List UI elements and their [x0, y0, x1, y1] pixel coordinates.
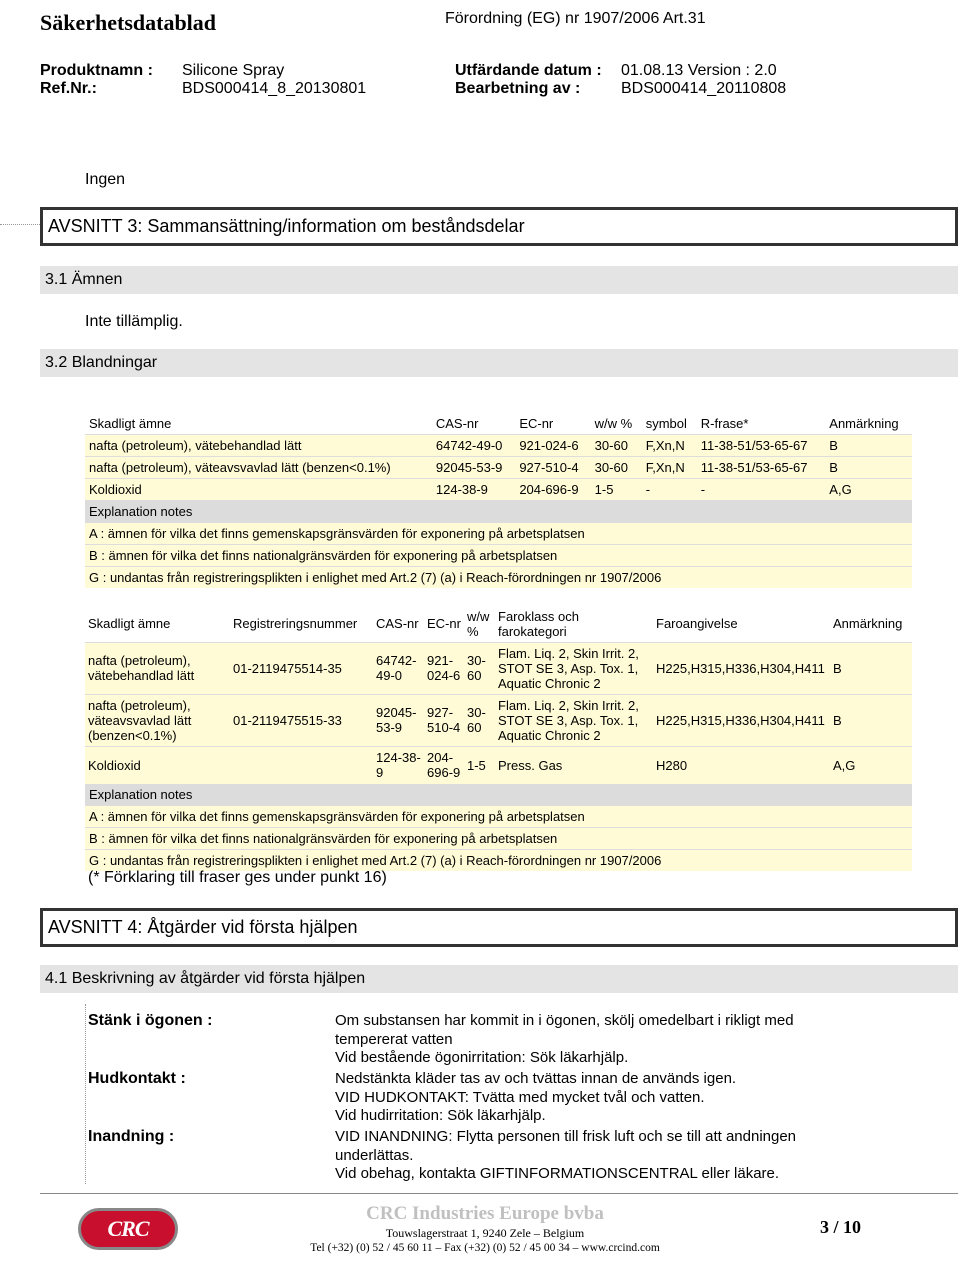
subsection-4-1-heading: 4.1 Beskrivning av åtgärder vid första hjälpen [40, 965, 958, 993]
product-value: Silicone Spray [182, 62, 285, 79]
column-header: symbol [642, 413, 697, 435]
table-row [85, 694, 912, 746]
company-name: CRC Industries Europe bvba [366, 1203, 604, 1224]
column-header: w/w % [467, 608, 490, 639]
table-cell: 01-2119475514-35 [230, 642, 373, 694]
table-cell: nafta (petroleum), väteavsvavlad lätt (benzen<0.1%) [85, 457, 432, 479]
eye-contact-text [335, 1012, 855, 1068]
table-header-row [85, 413, 912, 435]
table-cell: Flam. Liq. 2, Skin Irrit. 2, STOT SE 3, Asp. Tox. 1, Aquatic Chronic 2 [495, 642, 653, 694]
ref-value: BDS000414_8_20130801 [182, 80, 367, 97]
inhalation-text [335, 1128, 855, 1184]
company-address: Touwslagerstraat 1, 9240 Zele – Belgium [385, 1226, 585, 1240]
table-cell: Koldioxid [85, 746, 230, 784]
regulation-reference: Förordning (EG) nr 1907/2006 Art.31 [445, 10, 706, 27]
table-cell: 921-024-6 [424, 642, 464, 694]
column-header: w/w % [591, 413, 642, 435]
table-cell: 927-510-4 [424, 694, 464, 746]
table-cell: H280 [653, 746, 830, 784]
previous-section-text: Ingen [85, 171, 126, 188]
text-line: Vid obehag, kontakta GIFTINFORMATIONSCENTRAL eller läkare. [335, 1165, 780, 1182]
phrases-footnote: (* Förklaring till fraser ges under punkt 16) [88, 869, 387, 886]
table-cell: 921-024-6 [515, 435, 590, 457]
table-cell: Koldioxid [85, 479, 432, 501]
column-header: Skadligt ämne [85, 413, 432, 435]
table-cell: H225,H315,H336,H304,H411 [653, 642, 830, 694]
document-title: Säkerhetsdatablad [40, 10, 217, 35]
column-header: Anmärkning [825, 413, 912, 435]
skin-contact-text [335, 1070, 855, 1126]
table-cell: 64742-49-0 [432, 435, 515, 457]
table-cell: 30-60 [464, 642, 495, 694]
note-row [85, 545, 912, 567]
table-cell: 30-60 [591, 435, 642, 457]
table-cell: F,Xn,N [642, 435, 697, 457]
table-cell: 01-2119475515-33 [230, 694, 373, 746]
mixtures-table-r-phrases [85, 413, 912, 588]
skin-contact-label: Hudkontakt : [88, 1070, 186, 1087]
explanation-row [85, 784, 912, 806]
note-row [85, 828, 912, 850]
footer-divider [40, 1193, 958, 1194]
table-cell: - [697, 479, 826, 501]
table-row [85, 479, 912, 501]
company-contact: Tel (+32) (0) 52 / 45 60 11 – Fax (+32) (0) 52 / 45 00 34 – www.crcind.com [310, 1242, 660, 1254]
section-3-heading: AVSNITT 3: Sammansättning/information om beståndsdelar [40, 207, 958, 246]
note-row [85, 567, 912, 589]
edit-label: Bearbetning av : [455, 80, 581, 97]
table-row [85, 746, 912, 784]
table-cell: 11-38-51/53-65-67 [697, 457, 826, 479]
text-line: Nedstänkta kläder tas av och tvättas innan de används igen. [335, 1070, 737, 1087]
explanation-heading: Explanation notes [85, 501, 912, 523]
note-b: B : ämnen för vilka det finns nationalgränsvärden för exponering på arbetsplatsen [85, 545, 912, 567]
text-line: Vid bestående ögonirritation: Sök läkarhjälp. [335, 1049, 629, 1066]
column-header: Registreringsnummer [233, 616, 358, 632]
issued-value: 01.08.13 Version : 2.0 [621, 62, 777, 79]
note-g: G : undantas från registreringsplikten i enlighet med Art.2 (7) (a) i Reach-förordningen nr 1907/2006 [85, 850, 912, 872]
column-header: EC-nr [515, 413, 590, 435]
table-cell: B [825, 457, 912, 479]
subsection-3-1-heading: 3.1 Ämnen [40, 266, 958, 294]
explanation-heading: Explanation notes [85, 784, 912, 806]
table-cell: 30-60 [591, 457, 642, 479]
table-cell: 927-510-4 [515, 457, 590, 479]
note-a: A : ämnen för vilka det finns gemenskapsgränsvärden för exponering på arbetsplatsen [85, 523, 912, 545]
table-cell: Flam. Liq. 2, Skin Irrit. 2, STOT SE 3, Asp. Tox. 1, Aquatic Chronic 2 [495, 694, 653, 746]
table-cell: 204-696-9 [515, 479, 590, 501]
subsection-3-2-heading: 3.2 Blandningar [40, 349, 958, 377]
table-row [85, 642, 912, 694]
product-label: Produktnamn : [40, 62, 153, 79]
table-cell: nafta (petroleum), vätebehandlad lätt [85, 435, 432, 457]
table-cell: 92045-53-9 [432, 457, 515, 479]
note-b: B : ämnen för vilka det finns nationalgränsvärden för exponering på arbetsplatsen [85, 828, 912, 850]
inhalation-label: Inandning : [88, 1128, 175, 1145]
table-cell: F,Xn,N [642, 457, 697, 479]
eye-contact-label: Stänk i ögonen : [88, 1012, 213, 1029]
table-cell: 30-60 [464, 694, 495, 746]
table-cell: H225,H315,H336,H304,H411 [653, 694, 830, 746]
note-g: G : undantas från registreringsplikten i enlighet med Art.2 (7) (a) i Reach-förordningen nr 1907/2006 [85, 567, 912, 589]
text-line: VID INANDNING: Flytta personen till frisk luft och se till att andningen underlättas. [335, 1128, 797, 1164]
ref-label: Ref.Nr.: [40, 80, 97, 97]
crc-logo [78, 1208, 178, 1250]
note-a: A : ämnen för vilka det finns gemenskapsgränsvärden för exponering på arbetsplatsen [85, 806, 912, 828]
table-cell: A,G [830, 746, 912, 784]
margin-marker [0, 224, 40, 225]
column-header: Anmärkning [833, 616, 903, 632]
edit-value: BDS000414_20110808 [621, 80, 787, 97]
table-row [85, 435, 912, 457]
table-cell: 64742-49-0 [373, 642, 424, 694]
column-header: CAS-nr [432, 413, 515, 435]
page-number: 3 / 10 [820, 1217, 862, 1237]
substances-text: Inte tillämplig. [85, 313, 183, 330]
mixtures-table-h-statements [85, 606, 912, 871]
table-cell: B [825, 435, 912, 457]
table-cell: B [830, 694, 912, 746]
note-row [85, 850, 912, 872]
note-row [85, 523, 912, 545]
table-cell [230, 746, 373, 784]
section-4-heading: AVSNITT 4: Åtgärder vid första hjälpen [40, 908, 958, 947]
column-header: EC-nr [427, 616, 461, 632]
table-cell: 92045-53-9 [373, 694, 424, 746]
table-cell: 1-5 [591, 479, 642, 501]
text-line: Vid hudirritation: Sök läkarhjälp. [335, 1107, 546, 1124]
issued-label: Utfärdande datum : [455, 62, 602, 79]
column-header: R-frase* [697, 413, 826, 435]
table-cell: 124-38-9 [432, 479, 515, 501]
column-header: CAS-nr [376, 616, 419, 632]
column-header: Faroangivelse [656, 616, 738, 632]
note-row [85, 806, 912, 828]
table-header-row [85, 606, 912, 642]
table-cell: A,G [825, 479, 912, 501]
table-cell: 11-38-51/53-65-67 [697, 435, 826, 457]
text-line: Om substansen har kommit in i ögonen, skölj omedelbart i rikligt med tempererat vatten [335, 1012, 794, 1048]
table-cell: B [830, 642, 912, 694]
text-line: VID HUDKONTAKT: Tvätta med mycket tvål och vatten. [335, 1088, 705, 1106]
first-aid-margin [85, 1004, 88, 1184]
table-cell: 1-5 [464, 746, 495, 784]
logo-text: CRC [107, 1216, 149, 1241]
column-header: Faroklass och farokategori [498, 608, 579, 639]
table-cell: - [642, 479, 697, 501]
table-cell: 204-696-9 [424, 746, 464, 784]
table-cell: nafta (petroleum), väteavsvavlad lätt (benzen<0.1%) [85, 694, 230, 746]
table-row [85, 457, 912, 479]
table-cell: nafta (petroleum), vätebehandlad lätt [85, 642, 230, 694]
table-cell: 124-38-9 [373, 746, 424, 784]
table-cell: Press. Gas [495, 746, 653, 784]
column-header: Skadligt ämne [88, 616, 171, 632]
explanation-row [85, 501, 912, 523]
